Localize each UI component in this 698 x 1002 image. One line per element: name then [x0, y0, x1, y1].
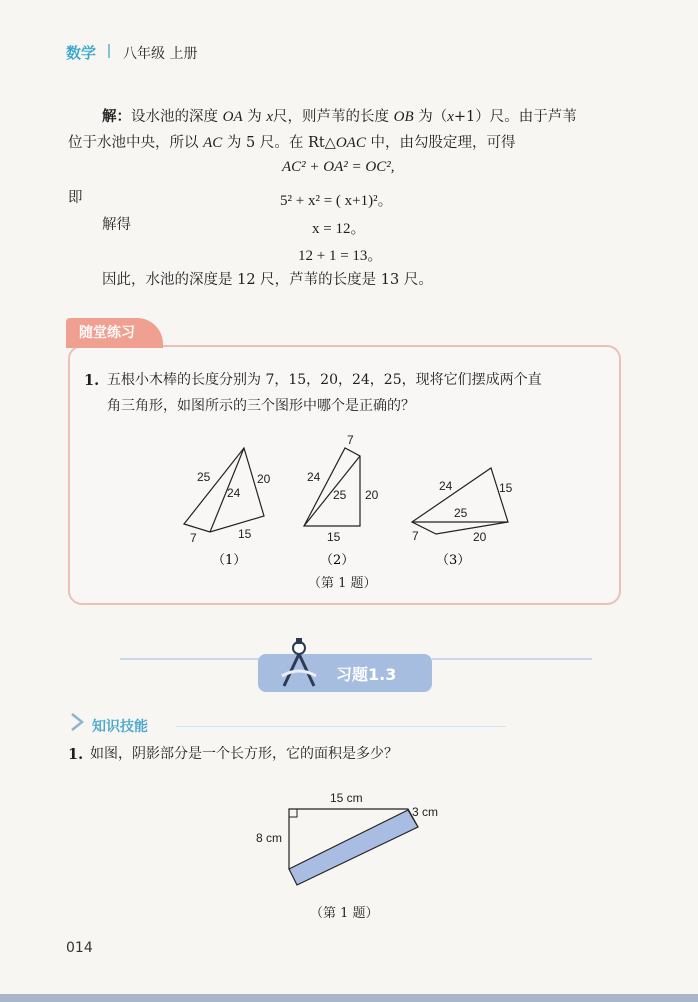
jiede-label: 解得 [102, 217, 131, 233]
fig3-label-5: 20 [473, 530, 487, 544]
right-angle-mark [289, 809, 297, 817]
label-15cm: 15 cm [330, 791, 363, 805]
figure-2 [304, 448, 360, 526]
practice-q1-line2: 角三角形，如图所示的三个图形中哪个是正确的？ [107, 398, 415, 414]
exercise-q1-text: 如图，阴影部分是一个长方形，它的面积是多少？ [90, 746, 398, 762]
var: OA [222, 109, 243, 125]
fig3-caption: （3） [436, 553, 471, 568]
fig2-caption: （2） [320, 553, 355, 568]
fig3-label-2: 15 [499, 481, 513, 495]
fig1-quad [184, 448, 264, 532]
var: x [447, 109, 454, 125]
equation-2: 5² + x² = ( x+1)²。 [280, 193, 393, 209]
fig2-diagonal [304, 456, 360, 526]
fig3-label-4: 7 [412, 529, 419, 543]
fig3-quad [412, 468, 508, 534]
shaded-rectangle [289, 810, 418, 885]
fig1-label-3: 20 [257, 472, 271, 486]
equation-1: AC² + OA² = OC², [282, 159, 395, 175]
figure-1 [184, 448, 264, 532]
fig1-label-2: 24 [227, 486, 241, 500]
fig2-label-1: 7 [347, 433, 354, 447]
text: +1）尺。由于芦苇 [453, 109, 577, 125]
exercise-figure [250, 785, 450, 895]
solution-line-1 [102, 108, 577, 126]
fig3-label-1: 24 [439, 479, 453, 493]
equation-3: x = 12。 [312, 221, 366, 237]
bottom-edge [0, 994, 698, 1002]
exercise-figure-caption: （第 1 题） [310, 906, 379, 921]
exercise-title: 习题1.3 [336, 665, 397, 684]
banner-line-left [120, 658, 260, 660]
solution-conclusion: 因此，水池的深度是 12 尺，芦苇的长度是 13 尺。 [102, 272, 433, 288]
compass-icon [272, 636, 326, 692]
var: OB [393, 109, 414, 125]
text: 尺，则芦苇的长度 [273, 109, 389, 125]
fig2-label-3: 25 [333, 488, 347, 502]
practice-tab: 随堂练习 [66, 318, 163, 348]
fig1-label-1: 25 [197, 470, 211, 484]
practice-figures [150, 430, 530, 568]
equation-4: 12 + 1 = 13。 [298, 248, 383, 264]
header-grade: 八年级 上册 [123, 46, 198, 62]
section-knowledge-skills: 知识技能 [92, 719, 148, 735]
var: x [266, 109, 273, 125]
label-8cm: 8 cm [256, 831, 283, 845]
fig2-label-5: 15 [327, 530, 341, 544]
text: 为（ [418, 109, 448, 125]
header-divider [108, 44, 110, 58]
fig3-label-3: 25 [454, 506, 468, 520]
exercise-q1-number: 1. [68, 746, 84, 763]
text: 为 [247, 109, 262, 125]
practice-q1-line1: 五根小木棒的长度分别为 7，15，20，24，25，现将它们摆成两个直 [107, 372, 542, 388]
label-3cm: 3 cm [412, 805, 439, 819]
banner-line-right [432, 658, 592, 660]
fig1-caption: （1） [212, 553, 247, 568]
text: 中，由勾股定理，可得 [370, 135, 516, 151]
solution-label: 解： [102, 108, 131, 125]
text: 位于水池中央，所以 [68, 135, 199, 151]
figure-3 [412, 468, 508, 534]
chevron-right-icon [68, 711, 88, 733]
fig2-label-2: 24 [307, 470, 321, 484]
fig2-label-4: 20 [365, 488, 379, 502]
ji-label: 即 [68, 190, 83, 206]
practice-q1-number: 1. [84, 372, 100, 389]
fig1-label-5: 15 [238, 527, 252, 541]
solution-line-2 [68, 134, 515, 152]
var: OAC [335, 135, 366, 151]
header-subject: 数学 [66, 44, 97, 62]
fig2-quad [304, 448, 360, 526]
text: 为 5 尺。在 Rt△ [226, 135, 336, 151]
page-number: 014 [66, 940, 93, 956]
fig1-label-4: 7 [190, 531, 197, 545]
var: AC [203, 135, 223, 151]
text: 设水池的深度 [131, 109, 218, 125]
practice-figure-caption: （第 1 题） [308, 576, 377, 591]
section-divider [176, 726, 506, 727]
